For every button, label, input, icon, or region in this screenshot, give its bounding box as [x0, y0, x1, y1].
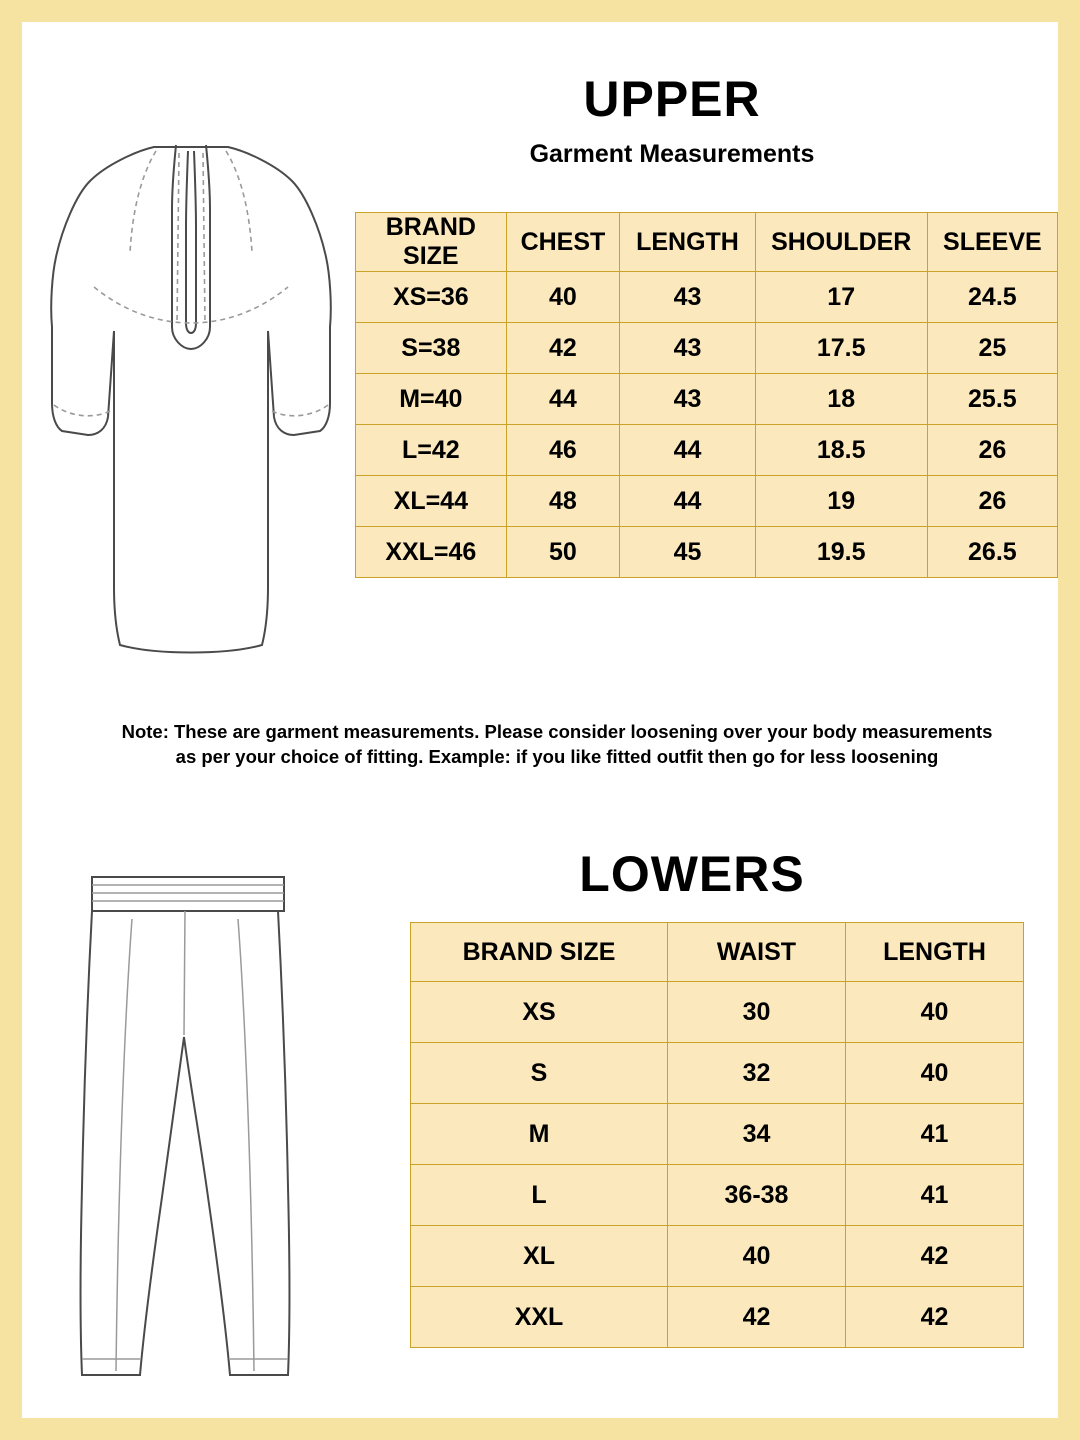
cell-brand-size: S [411, 1043, 668, 1104]
measurement-note [92, 720, 1022, 770]
cell-sleeve: 26 [927, 476, 1057, 527]
table-row [356, 323, 1058, 374]
table-header-row [356, 213, 1058, 272]
cell-chest: 48 [506, 476, 620, 527]
size-chart-page [22, 22, 1058, 1418]
cell-brand-size: XL [411, 1226, 668, 1287]
cell-brand-size: XS=36 [356, 272, 507, 323]
cell-chest: 44 [506, 374, 620, 425]
cell-chest: 50 [506, 527, 620, 578]
cell-chest: 42 [506, 323, 620, 374]
cell-length: 43 [620, 272, 755, 323]
cell-shoulder: 17.5 [755, 323, 927, 374]
cell-length: 41 [846, 1165, 1024, 1226]
cell-sleeve: 26 [927, 425, 1057, 476]
cell-brand-size: L=42 [356, 425, 507, 476]
cell-brand-size: M=40 [356, 374, 507, 425]
upper-title: UPPER [583, 71, 761, 127]
upper-subtitle: Garment Measurements [529, 140, 815, 168]
table-row [411, 1165, 1024, 1226]
cell-length: 44 [620, 425, 755, 476]
column-header: BRAND SIZE [356, 213, 507, 272]
column-header: SLEEVE [927, 213, 1057, 272]
column-header: WAIST [668, 923, 846, 982]
cell-shoulder: 19 [755, 476, 927, 527]
column-header: LENGTH [846, 923, 1024, 982]
table-row [411, 1043, 1024, 1104]
cell-brand-size: M [411, 1104, 668, 1165]
pyjama-illustration [62, 867, 322, 1407]
cell-length: 40 [846, 1043, 1024, 1104]
note-line-1: Note: These are garment measurements. Please consider loosening over your body measurements [121, 721, 993, 742]
cell-sleeve: 25 [927, 323, 1057, 374]
cell-chest: 40 [506, 272, 620, 323]
table-row [356, 272, 1058, 323]
cell-waist: 30 [668, 982, 846, 1043]
cell-length: 44 [620, 476, 755, 527]
cell-length: 40 [846, 982, 1024, 1043]
cell-waist: 34 [668, 1104, 846, 1165]
cell-brand-size: L [411, 1165, 668, 1226]
upper-size-table [355, 212, 1058, 578]
table-row [411, 1104, 1024, 1165]
cell-length: 45 [620, 527, 755, 578]
cell-length: 43 [620, 374, 755, 425]
note-line-2: as per your choice of fitting. Example: if you like fitted outfit then go for less loosening [175, 745, 939, 767]
cell-brand-size: S=38 [356, 323, 507, 374]
column-header: LENGTH [620, 213, 755, 272]
lowers-size-table [410, 922, 1024, 1348]
cell-waist: 40 [668, 1226, 846, 1287]
cell-shoulder: 18 [755, 374, 927, 425]
cell-sleeve: 26.5 [927, 527, 1057, 578]
cell-shoulder: 17 [755, 272, 927, 323]
cell-brand-size: XXL=46 [356, 527, 507, 578]
column-header: SHOULDER [755, 213, 927, 272]
table-row [356, 374, 1058, 425]
cell-length: 41 [846, 1104, 1024, 1165]
table-row [411, 1226, 1024, 1287]
column-header: CHEST [506, 213, 620, 272]
upper-section [22, 22, 1058, 722]
table-row [356, 425, 1058, 476]
table-row [356, 476, 1058, 527]
table-row [356, 527, 1058, 578]
cell-waist: 42 [668, 1287, 846, 1348]
table-header-row [411, 923, 1024, 982]
cell-sleeve: 24.5 [927, 272, 1057, 323]
column-header: BRAND SIZE [411, 923, 668, 982]
table-row [411, 982, 1024, 1043]
cell-shoulder: 18.5 [755, 425, 927, 476]
cell-waist: 32 [668, 1043, 846, 1104]
cell-brand-size: XL=44 [356, 476, 507, 527]
cell-shoulder: 19.5 [755, 527, 927, 578]
lowers-title: LOWERS [579, 846, 805, 902]
cell-chest: 46 [506, 425, 620, 476]
cell-brand-size: XS [411, 982, 668, 1043]
cell-length: 42 [846, 1226, 1024, 1287]
cell-length: 43 [620, 323, 755, 374]
cell-sleeve: 25.5 [927, 374, 1057, 425]
kurta-illustration [36, 117, 346, 677]
cell-waist: 36-38 [668, 1165, 846, 1226]
cell-brand-size: XXL [411, 1287, 668, 1348]
cell-length: 42 [846, 1287, 1024, 1348]
table-row [411, 1287, 1024, 1348]
